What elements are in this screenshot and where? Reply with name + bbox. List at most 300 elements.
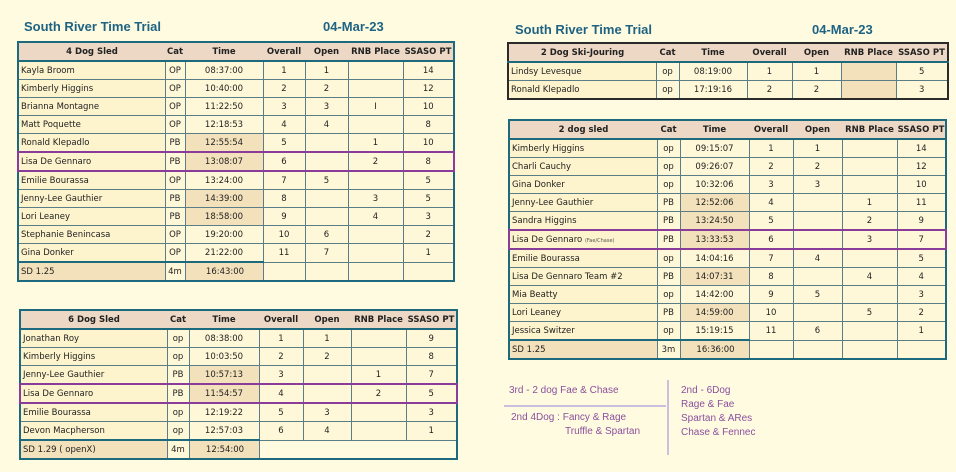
cell	[657, 268, 680, 286]
cell	[749, 268, 793, 286]
cell-text: 8	[428, 351, 434, 362]
cell	[263, 134, 305, 153]
cell	[167, 403, 189, 422]
cell-text: 8	[281, 193, 287, 204]
table-row	[20, 403, 457, 422]
cell	[657, 286, 680, 304]
table-row	[20, 366, 457, 385]
date-right: 04-Mar-23	[812, 22, 873, 37]
cell-text: op	[172, 407, 184, 418]
cell-text: 15:19:15	[695, 325, 734, 336]
cell	[263, 152, 305, 171]
cell	[263, 116, 305, 134]
cell-text: 2	[323, 83, 330, 94]
column-header: Open	[793, 120, 842, 139]
cell	[185, 61, 263, 80]
cell	[305, 208, 348, 226]
cell	[403, 262, 454, 281]
cell-text: 11:22:50	[204, 101, 244, 112]
cell-text: 14	[422, 65, 434, 76]
cell	[897, 139, 946, 158]
cell-text: Stephanie Benincasa	[21, 229, 111, 240]
column-header: Open	[792, 43, 841, 62]
cell-text: 10	[765, 307, 777, 318]
cell-text: 10:32:06	[695, 179, 734, 190]
table-row	[509, 304, 946, 322]
cell	[167, 422, 189, 441]
cell	[403, 171, 454, 190]
cell	[793, 304, 842, 322]
cell	[406, 384, 457, 403]
table-row	[509, 286, 946, 304]
cell	[305, 244, 348, 263]
cell	[351, 329, 406, 348]
cell-text: Emilie Bourassa	[512, 253, 580, 264]
cell-text: 2	[866, 215, 873, 226]
cell	[348, 226, 403, 244]
cell	[749, 249, 793, 268]
cell-text: 2	[324, 351, 330, 362]
cell	[305, 98, 348, 116]
cell	[348, 190, 403, 208]
table-row	[20, 329, 457, 348]
cell-text: Jessica Switzer	[512, 325, 575, 336]
cell-text: 1	[428, 425, 434, 436]
cell	[897, 249, 946, 268]
cell-text: 11:54:57	[204, 388, 244, 399]
cell-text: PB	[172, 369, 184, 380]
cell	[259, 366, 303, 385]
cell-text: 5	[866, 307, 873, 318]
cell-text: 17:19:16	[693, 84, 733, 95]
cell-text: 4	[768, 197, 774, 208]
cell-text: 6	[323, 229, 330, 240]
cell	[657, 230, 680, 249]
cell-text: 1	[813, 66, 820, 77]
cell-text: Kimberly Higgins	[512, 143, 585, 154]
racer-name	[18, 226, 165, 244]
cell	[842, 340, 897, 359]
cell	[259, 422, 303, 441]
cell-text: Gina Donker	[21, 247, 74, 258]
cell-text: 6	[278, 425, 284, 436]
cell	[792, 62, 841, 81]
cell-text: 7	[281, 175, 287, 186]
cell	[303, 384, 351, 403]
cell-text: Kimberly Higgins	[23, 351, 96, 362]
cell	[403, 61, 454, 80]
cell-text: 3	[372, 193, 379, 204]
cell-text: 08:38:00	[204, 333, 244, 344]
cell-text: PB	[169, 211, 181, 222]
cell	[680, 230, 749, 249]
table-row	[20, 422, 457, 441]
cell	[749, 212, 793, 231]
cell-text: Lindsy Levesque	[511, 66, 582, 77]
cell-text: 1	[918, 325, 924, 336]
cell-text: PB	[663, 197, 674, 208]
cell	[897, 194, 946, 212]
cell-text: 1	[278, 333, 284, 344]
table-row	[18, 98, 454, 116]
cell	[406, 329, 457, 348]
table-row	[20, 384, 457, 403]
racer-name	[18, 134, 165, 153]
cell-text: Jenny-Lee Gauthier	[23, 369, 105, 380]
cell	[897, 322, 946, 341]
cell-text: 14:42:00	[695, 289, 734, 300]
cell-text: 7	[323, 247, 330, 258]
column-header: Cat	[656, 43, 679, 62]
cell-text: OP	[169, 175, 181, 186]
cell-text: 14:59:00	[695, 307, 734, 318]
cell	[403, 134, 454, 153]
cell	[657, 194, 680, 212]
cell	[680, 176, 749, 194]
racer-name	[18, 98, 165, 116]
cell: 4m	[167, 440, 189, 459]
cell-text: 10	[422, 137, 434, 148]
cell-text: Emilie Bourassa	[21, 175, 89, 186]
cell	[303, 366, 351, 385]
cell-text: 5	[425, 193, 431, 204]
cell-text: 9	[428, 333, 434, 344]
cell	[897, 230, 946, 249]
racer-name	[18, 80, 165, 98]
cell-text: op	[662, 84, 673, 95]
cell-text: OP	[169, 65, 181, 76]
cell-text: 1	[372, 137, 379, 148]
column-header: RNB Place	[841, 43, 896, 62]
cell	[793, 194, 842, 212]
cell	[792, 81, 841, 100]
table-row	[18, 134, 454, 153]
racer-name	[18, 152, 165, 171]
cell-text: 12:57:03	[204, 425, 244, 436]
cell-text: 10	[422, 101, 434, 112]
cell	[896, 62, 948, 81]
cell	[351, 384, 406, 403]
table-heading: 2 Dog Ski-Jouring	[508, 43, 656, 62]
cell-text: 11	[765, 325, 777, 336]
cell-text: Jenny-Lee Gauthier	[512, 197, 594, 208]
cell	[842, 212, 897, 231]
table-row	[509, 139, 946, 158]
racer-name	[508, 81, 656, 100]
cell	[841, 81, 896, 100]
table-row	[508, 62, 948, 81]
cell-text: 10:40:00	[204, 83, 244, 94]
table-row	[18, 226, 454, 244]
racer-name	[20, 422, 167, 441]
cell	[263, 80, 305, 98]
column-header: RNB Place	[348, 42, 403, 61]
cell-text: 7	[428, 369, 434, 380]
cell-text: 18:58:00	[204, 211, 244, 222]
cell-text: OP	[169, 229, 181, 240]
cell	[657, 304, 680, 322]
page-title-right: South River Time Trial	[515, 22, 653, 37]
cell-text: 8	[768, 271, 774, 282]
cell-text: 2	[281, 83, 287, 94]
cell-text: 5	[428, 388, 434, 399]
cell-text: 14:39:00	[204, 193, 244, 204]
cell	[793, 230, 842, 249]
cell-text: 2	[768, 161, 774, 172]
cell: 16:43:00	[185, 262, 263, 281]
cell	[749, 286, 793, 304]
cell	[842, 139, 897, 158]
cell-text: 3	[866, 234, 873, 245]
cell	[897, 286, 946, 304]
cell	[680, 268, 749, 286]
cell	[303, 422, 351, 441]
cell-text: 1	[814, 143, 821, 154]
table-6-dog-sled	[19, 309, 458, 460]
table-row	[509, 158, 946, 176]
cell	[793, 249, 842, 268]
cell-text: PB	[663, 307, 674, 318]
cell-text: 9	[768, 289, 774, 300]
cell	[749, 304, 793, 322]
cell	[897, 176, 946, 194]
cell-text: 2	[813, 84, 820, 95]
cell	[167, 348, 189, 366]
date-left: 04-Mar-23	[323, 19, 384, 34]
cell-text: 5	[281, 137, 287, 148]
table-row	[509, 176, 946, 194]
cell-text: 4	[323, 119, 330, 130]
cell-text: 2	[375, 388, 382, 399]
column-header: Open	[303, 310, 351, 329]
cell	[403, 152, 454, 171]
cell-text: 9	[918, 215, 924, 226]
column-header: Cat	[167, 310, 189, 329]
racer-name	[20, 366, 167, 385]
cell-text: OP	[169, 83, 181, 94]
cell-text: 13:08:07	[204, 156, 244, 167]
cell-text: 08:37:00	[204, 65, 244, 76]
cell-text: 8	[425, 156, 431, 167]
cell	[680, 249, 749, 268]
cell-text: Sandra Higgins	[512, 215, 577, 226]
column-header: Time	[185, 42, 263, 61]
cell	[305, 190, 348, 208]
cell	[305, 226, 348, 244]
cell	[680, 304, 749, 322]
cell	[680, 194, 749, 212]
cell	[749, 322, 793, 341]
cell	[403, 244, 454, 263]
cell	[406, 440, 457, 459]
cell	[842, 286, 897, 304]
table-row	[18, 171, 454, 190]
cell	[842, 158, 897, 176]
cell-text: 2	[425, 229, 431, 240]
cell-text: op	[662, 66, 673, 77]
cell	[167, 366, 189, 385]
cell	[793, 286, 842, 304]
cell	[657, 212, 680, 231]
column-header: Overall	[749, 120, 793, 139]
cell-text: 10	[915, 179, 927, 190]
table-row	[509, 268, 946, 286]
cell-text: 21:22:00	[204, 247, 244, 258]
cell-text: Jenny-Lee Gauthier	[21, 193, 103, 204]
racer-name	[509, 139, 657, 158]
cell-text: PB	[663, 234, 674, 245]
cell-text: 14:04:16	[695, 253, 734, 264]
cell-text: PB	[169, 193, 181, 204]
cell	[263, 190, 305, 208]
cell	[303, 440, 351, 459]
cell	[406, 366, 457, 385]
cell-text: Gina Donker	[512, 179, 565, 190]
column-header: RNB Place	[351, 310, 406, 329]
cell-text: Devon Macpherson	[23, 425, 105, 436]
cell-text: 3	[428, 407, 434, 418]
racer-name	[18, 116, 165, 134]
cell	[263, 98, 305, 116]
cell	[749, 194, 793, 212]
cell	[348, 244, 403, 263]
cell	[167, 384, 189, 403]
cell	[351, 366, 406, 385]
cell	[841, 62, 896, 81]
cell	[189, 329, 259, 348]
cell	[679, 62, 747, 81]
cell-text: 13:24:00	[204, 175, 244, 186]
cell	[897, 304, 946, 322]
cell	[897, 212, 946, 231]
racer-name	[18, 171, 165, 190]
cell-text: Brianna Montagne	[21, 101, 100, 112]
racer-name	[18, 190, 165, 208]
racer-name	[509, 322, 657, 341]
cell	[305, 171, 348, 190]
cell	[793, 212, 842, 231]
cell	[165, 61, 185, 80]
cell	[657, 176, 680, 194]
cell	[165, 152, 185, 171]
cell	[185, 134, 263, 153]
cell	[348, 134, 403, 153]
cell	[351, 348, 406, 366]
cell-text: I	[374, 101, 377, 112]
cell-text: 12:52:06	[695, 197, 734, 208]
column-header: Cat	[165, 42, 185, 61]
table-row	[508, 81, 948, 100]
cell-text: 1	[323, 65, 330, 76]
cell-text: 4	[372, 211, 379, 222]
cell-text: 5	[278, 407, 284, 418]
racer-name	[509, 286, 657, 304]
racer-name	[509, 230, 657, 249]
racer-name	[18, 244, 165, 263]
racer-name	[18, 208, 165, 226]
table-row	[18, 61, 454, 80]
cell-text: op	[172, 333, 184, 344]
cell	[263, 226, 305, 244]
table-heading: 2 dog sled	[509, 120, 657, 139]
cell-text: 2	[918, 307, 924, 318]
cell-text: 11	[915, 197, 927, 208]
table-row	[18, 80, 454, 98]
racer-name	[509, 158, 657, 176]
cell-text: 13:33:53	[695, 234, 734, 245]
note-line: 2nd - 6Dog	[681, 385, 731, 396]
cell	[747, 81, 792, 100]
cell	[749, 230, 793, 249]
cell	[167, 329, 189, 348]
cell-text: 5	[919, 66, 925, 77]
cell	[406, 422, 457, 441]
cell	[793, 158, 842, 176]
racer-name	[509, 194, 657, 212]
note-2nd-4dog-2: Truffle & Spartan	[565, 426, 641, 437]
cell-text: 1	[425, 247, 431, 258]
cell-text: 1	[281, 65, 287, 76]
column-header: Time	[680, 120, 749, 139]
cell-text: 4	[281, 119, 287, 130]
table-row	[18, 244, 454, 263]
cell: SD 1.29 ( openX)	[20, 440, 167, 459]
cell	[657, 249, 680, 268]
cell-text: 5	[918, 253, 924, 264]
cell-text: op	[663, 325, 674, 336]
table-row	[20, 348, 457, 366]
note-line: Rage & Fae	[681, 399, 735, 410]
cell	[165, 80, 185, 98]
cell	[793, 322, 842, 341]
note-line: Spartan & ARes	[681, 413, 753, 424]
column-header: RNB Place	[842, 120, 897, 139]
cell	[303, 348, 351, 366]
racer-name	[509, 268, 657, 286]
cell	[896, 81, 948, 100]
cell-text: op	[172, 351, 184, 362]
table-row	[18, 190, 454, 208]
cell	[189, 422, 259, 441]
standard-row	[18, 262, 454, 281]
column-header: Open	[305, 42, 348, 61]
cell	[185, 244, 263, 263]
standard-row	[20, 440, 457, 459]
cell-text: Lisa De Gennaro Team #2	[512, 271, 623, 282]
cell	[842, 194, 897, 212]
cell	[185, 208, 263, 226]
cell	[749, 139, 793, 158]
divider	[667, 380, 669, 455]
cell	[165, 208, 185, 226]
cell	[749, 176, 793, 194]
cell	[348, 116, 403, 134]
divider	[504, 405, 666, 407]
cell-text: Lori Leaney	[21, 211, 71, 222]
cell	[793, 268, 842, 286]
cell-text: 08:19:00	[693, 66, 733, 77]
cell-text: 1	[766, 66, 773, 77]
cell-text: 2	[372, 156, 379, 167]
table-4-dog-sled	[17, 41, 455, 282]
cell	[185, 98, 263, 116]
cell	[842, 176, 897, 194]
cell	[656, 81, 679, 100]
cell-text: 1	[324, 333, 330, 344]
cell-text: 2	[766, 84, 773, 95]
cell	[406, 403, 457, 422]
cell	[351, 403, 406, 422]
